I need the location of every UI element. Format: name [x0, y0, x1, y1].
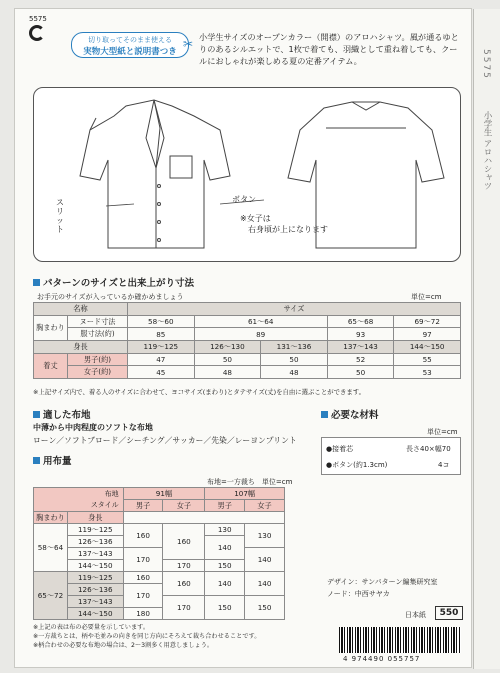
spine-title: 小学生 アロハシャツ [482, 111, 492, 191]
material-name-0: ●接着芯 [326, 445, 354, 453]
credit-design: デザイン：サンパターン編集研究室 [327, 578, 438, 586]
size-unit: 単位=cm [411, 293, 442, 301]
shirt-front-drawing [80, 100, 230, 248]
credit-model: ノード：中西サヤカ [327, 590, 390, 598]
size-row-boys: 男子(約) [68, 353, 128, 366]
fabric-section-title: 適した布地 [33, 407, 91, 421]
price-label: 日本紙 [405, 611, 426, 619]
envelope-spine [473, 9, 500, 669]
spine-code: 5575 [481, 49, 491, 80]
yardage-chest-g1: 58〜64 [34, 524, 68, 572]
yardage-chest-g2: 65〜72 [34, 572, 68, 620]
label-note-1: ※女子は [240, 214, 271, 223]
shirt-illustration [34, 88, 462, 263]
illustration-frame [33, 87, 461, 262]
size-row-length: 着丈 [34, 353, 68, 378]
size-header-name: 名称 [34, 303, 128, 316]
fabric-items: ローン／ソフトブロード／シーチング／サッカー／先染／レーヨンプリント [33, 436, 297, 445]
size-row-chest: 胸まわり [34, 315, 68, 340]
size-table: 名称 サイズ 胸まわり ヌード寸法 58〜60 61〜64 65〜68 69〜72 服寸法(約) 85 89 93 97 身長 119〜125 126〜130 131〜136 137〜143 144〜150 着丈 男子(約) 47 50 50 52 55 女子(約) 45 48 48 50 53 [33, 302, 461, 379]
yardage-table: 布地 スタイル 91幅 107幅 男子 女子 男子 女子 胸まわり 身長 58〜64 119〜125 160 160 130 130 126〜136 140 137〜143 170 140 144〜150 170 150 65〜72 119〜125 160 160 140 140 126〜136 170 137〜143 170 150 150 144〜150 180 [33, 487, 285, 620]
yardage-label-chest: 胸まわり [34, 512, 68, 524]
size-section-title: パターンのサイズと出来上がり寸法 [33, 275, 194, 289]
brand-logo-icon [29, 25, 45, 41]
label-button: ボタン [232, 195, 256, 204]
barcode-icon [339, 627, 461, 653]
bullet-square-icon [33, 411, 40, 418]
size-row-height: 身長 [34, 341, 128, 354]
pattern-envelope-sheet [14, 8, 492, 668]
price-box: 550 [435, 606, 463, 620]
bullet-square-icon [33, 279, 40, 286]
badge-line1: 切り取ってそのまま使える [88, 36, 172, 44]
size-row-nude: ヌード寸法 [68, 315, 128, 328]
product-code: 5575 [29, 15, 47, 23]
fabric-bold-line: 中薄から中肉程度のソフトな布地 [33, 423, 153, 432]
materials-section-title: 必要な材料 [321, 407, 379, 421]
yardage-label-height: 身長 [67, 512, 123, 524]
yardage-header-91: 91幅 [123, 488, 205, 500]
bullet-square-icon [321, 411, 328, 418]
label-slit: スリット [56, 198, 64, 234]
material-value-0: 長さ40×幅70 [406, 445, 451, 453]
label-note-2: 右身頃が上になります [248, 225, 328, 234]
size-footnote: ※上記サイズ内で、着る人のサイズに合わせて、ヨコサイズ(まわり)とタテサイズ(丈)を自由に選ぶことができます。 [33, 388, 366, 396]
size-header-size: サイズ [128, 303, 461, 316]
material-value-1: 4コ [438, 461, 450, 469]
size-row-girls: 女子(約) [68, 366, 128, 379]
size-row-garment: 服寸法(約) [68, 328, 128, 341]
yardage-header-107: 107幅 [205, 488, 285, 500]
materials-box [321, 437, 461, 475]
yardage-unit: 布地=一方裁ち 単位=cm [207, 478, 293, 486]
size-note: お手元のサイズが入っているか確かめましょう [37, 293, 184, 301]
scissors-icon: ✂ [183, 37, 194, 51]
barcode-number: 4 974490 055757 [343, 655, 421, 663]
materials-unit: 単位=cm [427, 428, 458, 436]
feature-badge [71, 32, 189, 58]
product-description: 小学生サイズのオープンカラー（開襟）のアロハシャツ。風が通るゆとりのあるシルエットで、1枚で着ても、羽織として重ね着しても、クールにおしゃれが楽しめる夏の定番アイテム。 [199, 32, 459, 66]
yardage-header-corner: 布地 スタイル [34, 488, 124, 512]
bullet-square-icon [33, 457, 40, 464]
material-name-1: ●ボタン(約1.3cm) [326, 461, 388, 469]
yardage-notes: ※上記の表は布の必要量を示しています。 ※一方裁ちとは、柄や毛並みの向きを同じ方向にそろえて裁ち合わせることです。 ※柄合わせの必要な布地の場合は、2〜3割多く用意しましょう。 [33, 624, 261, 649]
badge-line2: 実物大型紙と説明書つき [83, 47, 177, 57]
yardage-section-title: 用布量 [33, 453, 72, 467]
